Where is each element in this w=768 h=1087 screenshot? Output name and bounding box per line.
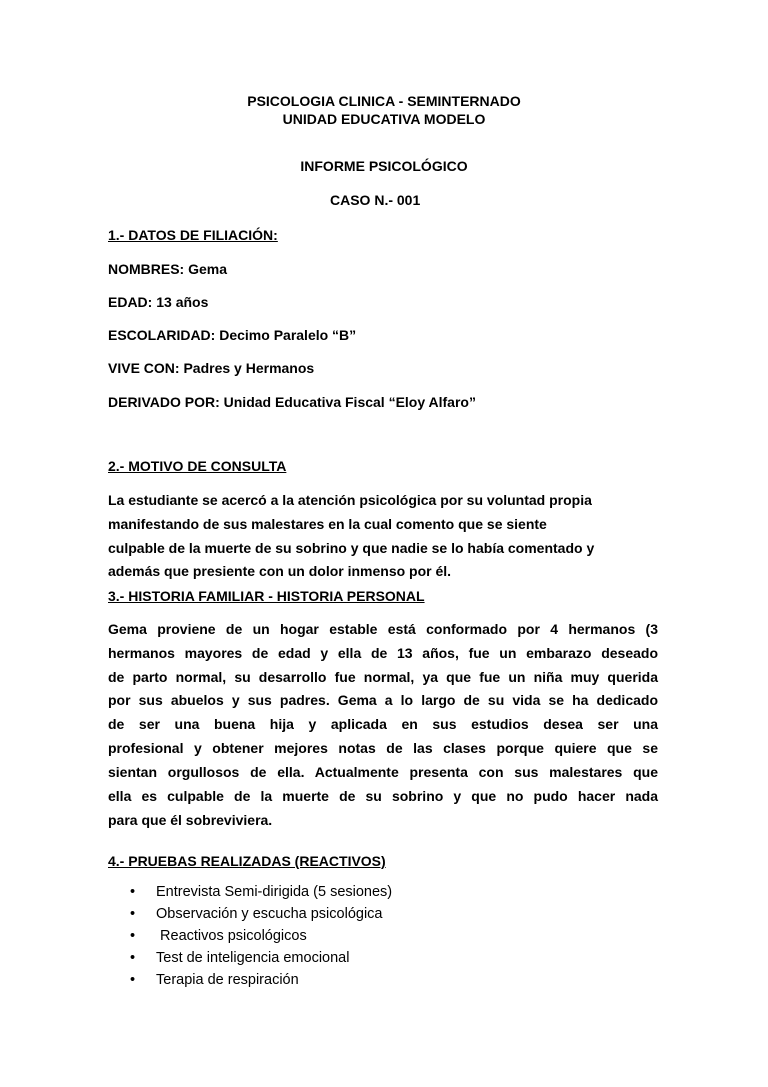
paragraph-line: hermanos mayores de edad y ella de 13 años, fue un embarazo deseado (108, 645, 658, 661)
list-item-text: Test de inteligencia emocional (156, 950, 350, 966)
paragraph-line: La estudiante se acercó a la atención psicológica por su voluntad propia (108, 492, 592, 508)
field-value: Unidad Educativa Fiscal “Eloy Alfaro” (223, 394, 476, 410)
bullet-icon: • (130, 906, 136, 922)
header-line-1: PSICOLOGIA CLINICA - SEMINTERNADO (247, 93, 521, 109)
case-number: CASO N.- 001 (330, 192, 421, 208)
paragraph-line: de ser una buena hija y aplicada en sus estudios desea ser una (108, 716, 658, 732)
list-item-text: Entrevista Semi-dirigida (5 sesiones) (156, 884, 393, 900)
field-label: NOMBRES: (108, 261, 185, 277)
field-edad (108, 294, 208, 310)
paragraph-line: por sus abuelos y sus padres. Gema a lo largo de su vida se ha dedicado (108, 692, 658, 708)
paragraph-line: sientan orgullosos de ella. Actualmente presenta con sus malestares que (108, 764, 658, 780)
header-line-2: UNIDAD EDUCATIVA MODELO (282, 111, 486, 127)
field-nombres (108, 261, 227, 277)
paragraph-line: para que él sobreviviera. (108, 812, 273, 828)
paragraph-line: manifestando de sus malestares en la cual comento que se siente (108, 516, 547, 532)
section3-title: 3.- HISTORIA FAMILIAR - HISTORIA PERSONAL (108, 588, 425, 604)
list-item (130, 972, 299, 988)
paragraph-line: de parto normal, su desarrollo fue normal, ya que fue un niña muy querida (108, 669, 658, 685)
section1-title: 1.- DATOS DE FILIACIÓN: (108, 227, 278, 243)
field-derivado-por (108, 394, 476, 410)
field-value: Gema (188, 261, 228, 277)
paragraph-line: ella es culpable de la muerte de su sobrino y que no pudo hacer nada (108, 788, 658, 804)
field-value: Decimo Paralelo “B” (219, 327, 357, 343)
list-item (130, 906, 382, 922)
bullet-icon: • (130, 884, 136, 900)
list-item-text: Observación y escucha psicológica (156, 906, 383, 922)
bullet-icon: • (130, 950, 136, 966)
report-title: INFORME PSICOLÓGICO (300, 158, 468, 174)
paragraph-line: profesional y obtener mejores notas de las clases porque quiere que se (108, 740, 658, 756)
field-label: EDAD: (108, 294, 153, 310)
paragraph-line: Gema proviene de un hogar estable está conformado por 4 hermanos (3 (108, 621, 658, 637)
field-value: Padres y Hermanos (183, 360, 315, 376)
section2-title: 2.- MOTIVO DE CONSULTA (108, 458, 287, 474)
list-item-text: Reactivos psicológicos (156, 928, 307, 944)
list-item (130, 950, 349, 966)
field-value: 13 años (156, 294, 209, 310)
list-item-text: Terapia de respiración (156, 972, 299, 988)
bullet-icon: • (130, 928, 136, 944)
field-label: DERIVADO POR: (108, 394, 220, 410)
field-escolaridad (108, 327, 356, 343)
paragraph-line: además que presiente con un dolor inmenso por él. (108, 563, 452, 579)
paragraph-line: culpable de la muerte de su sobrino y que nadie se lo había comentado y (108, 540, 595, 556)
list-item (130, 928, 307, 944)
bullet-icon: • (130, 972, 136, 988)
section4-title: 4.- PRUEBAS REALIZADAS (REACTIVOS) (108, 853, 386, 869)
field-vive-con (108, 360, 314, 376)
field-label: ESCOLARIDAD: (108, 327, 216, 343)
list-item (130, 884, 392, 900)
field-label: VIVE CON: (108, 360, 180, 376)
